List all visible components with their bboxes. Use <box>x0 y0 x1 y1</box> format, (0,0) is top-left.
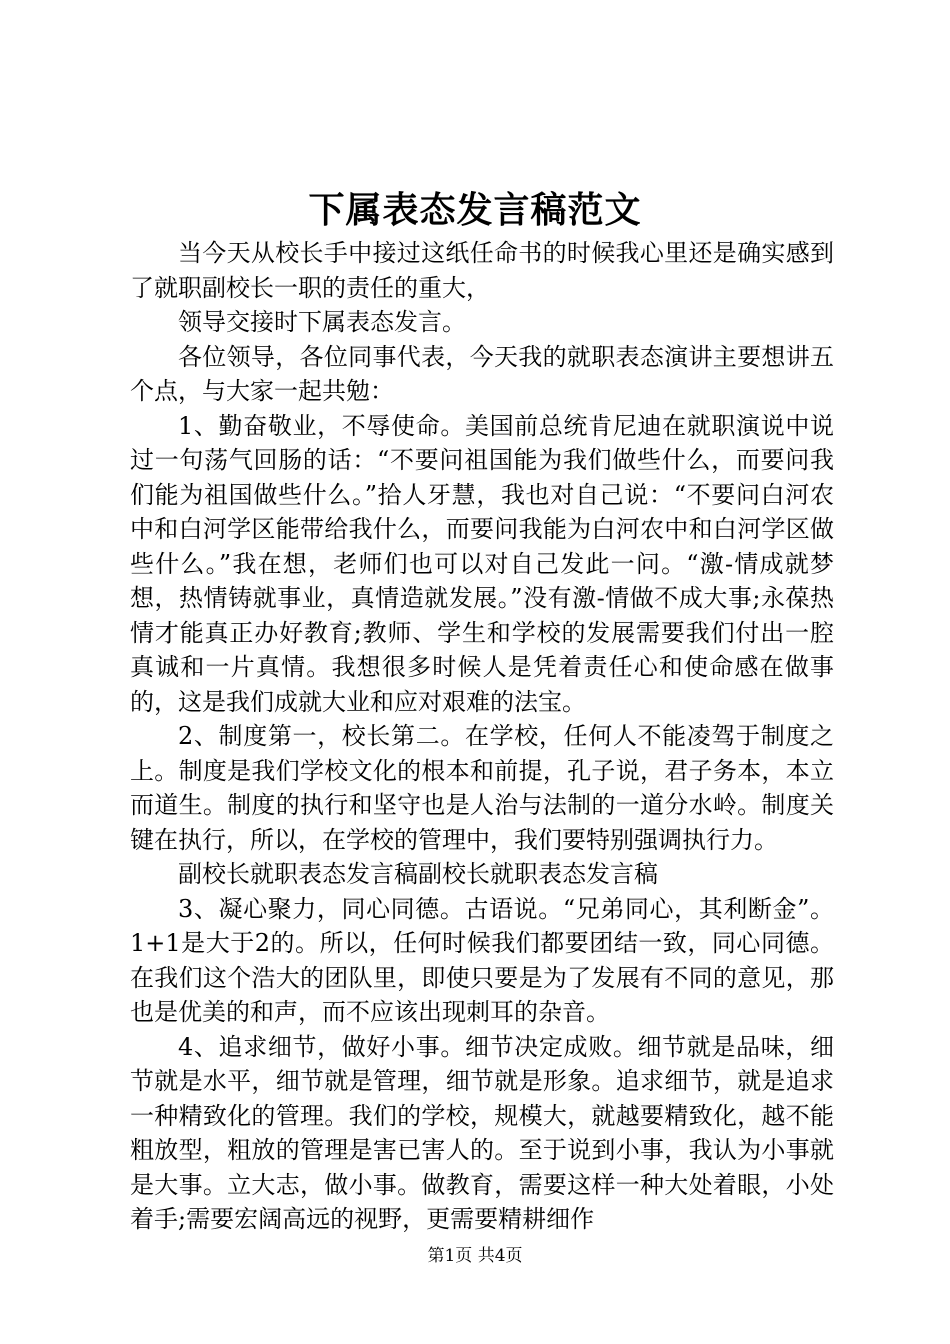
paragraph-6: 副校长就职表态发言稿副校长就职表态发言稿 <box>178 860 658 888</box>
paragraph-3: 各位领导，各位同事代表，今天我的就职表态演讲主要想讲五个点，与大家一起共勉： <box>130 342 834 405</box>
paragraph-7: 3、凝心聚力，同心同德。古语说。“兄弟同心，其利断金”。1+1是大于2的。所以，任何时候我们都要团结一致，同心同德。在我们这个浩大的团队里，即使只要是为了发展有不同的意见，那也是优美的和声，而不应该出现刺耳的杂音。 <box>130 894 834 1026</box>
paragraph-4: 1、勤奋敬业，不辱使命。美国前总统肯尼迪在就职演说中说过一句荡气回肠的话：“不要问祖国能为我们做些什么，而要问我们能为祖国做些什么。”拾人牙慧，我也对自己说：“不要问白河农中和白河学区能带给我什么，而要问我能为白河农中和白河学区做些什么。”我在想，老师们也可以对自己发此一问。“激-情成就梦想，热情铸就事业，真情造就发展。”没有激-情做不成大事;永葆热情才能真正办好教育;教师、学生和学校的发展需要我们付出一腔真诚和一片真情。我想很多时候人是凭着责任心和使命感在做事的，这是我们成就大业和应对艰难的法宝。 <box>130 411 834 716</box>
document-body <box>130 236 834 1237</box>
paragraph-2: 领导交接时下属表态发言。 <box>178 308 466 336</box>
page-footer: 第1页 共4页 <box>427 1246 523 1266</box>
document-title: 下属表态发言稿范文 <box>308 189 642 231</box>
paragraph-1: 当今天从校长手中接过这纸任命书的时候我心里还是确实感到了就职副校长一职的责任的重大， <box>130 239 834 302</box>
paragraph-8: 4、追求细节，做好小事。细节决定成败。细节就是品味，细节就是水平，细节就是管理，细节就是形象。追求细节，就是追求一种精致化的管理。我们的学校，规模大，就越要精致化，越不能粗放型，粗放的管理是害已害人的。至于说到小事，我认为小事就是大事。立大志，做小事。做教育，需要这样一种大处着眼，小处着手;需要宏阔高远的视野，更需要精耕细作 <box>130 1032 834 1233</box>
paragraph-5: 2、制度第一，校长第二。在学校，任何人不能凌驾于制度之上。制度是我们学校文化的根本和前提，孔子说，君子务本，本立而道生。制度的执行和坚守也是人治与法制的一道分水岭。制度关键在执行，所以，在学校的管理中，我们要特别强调执行力。 <box>130 722 834 854</box>
